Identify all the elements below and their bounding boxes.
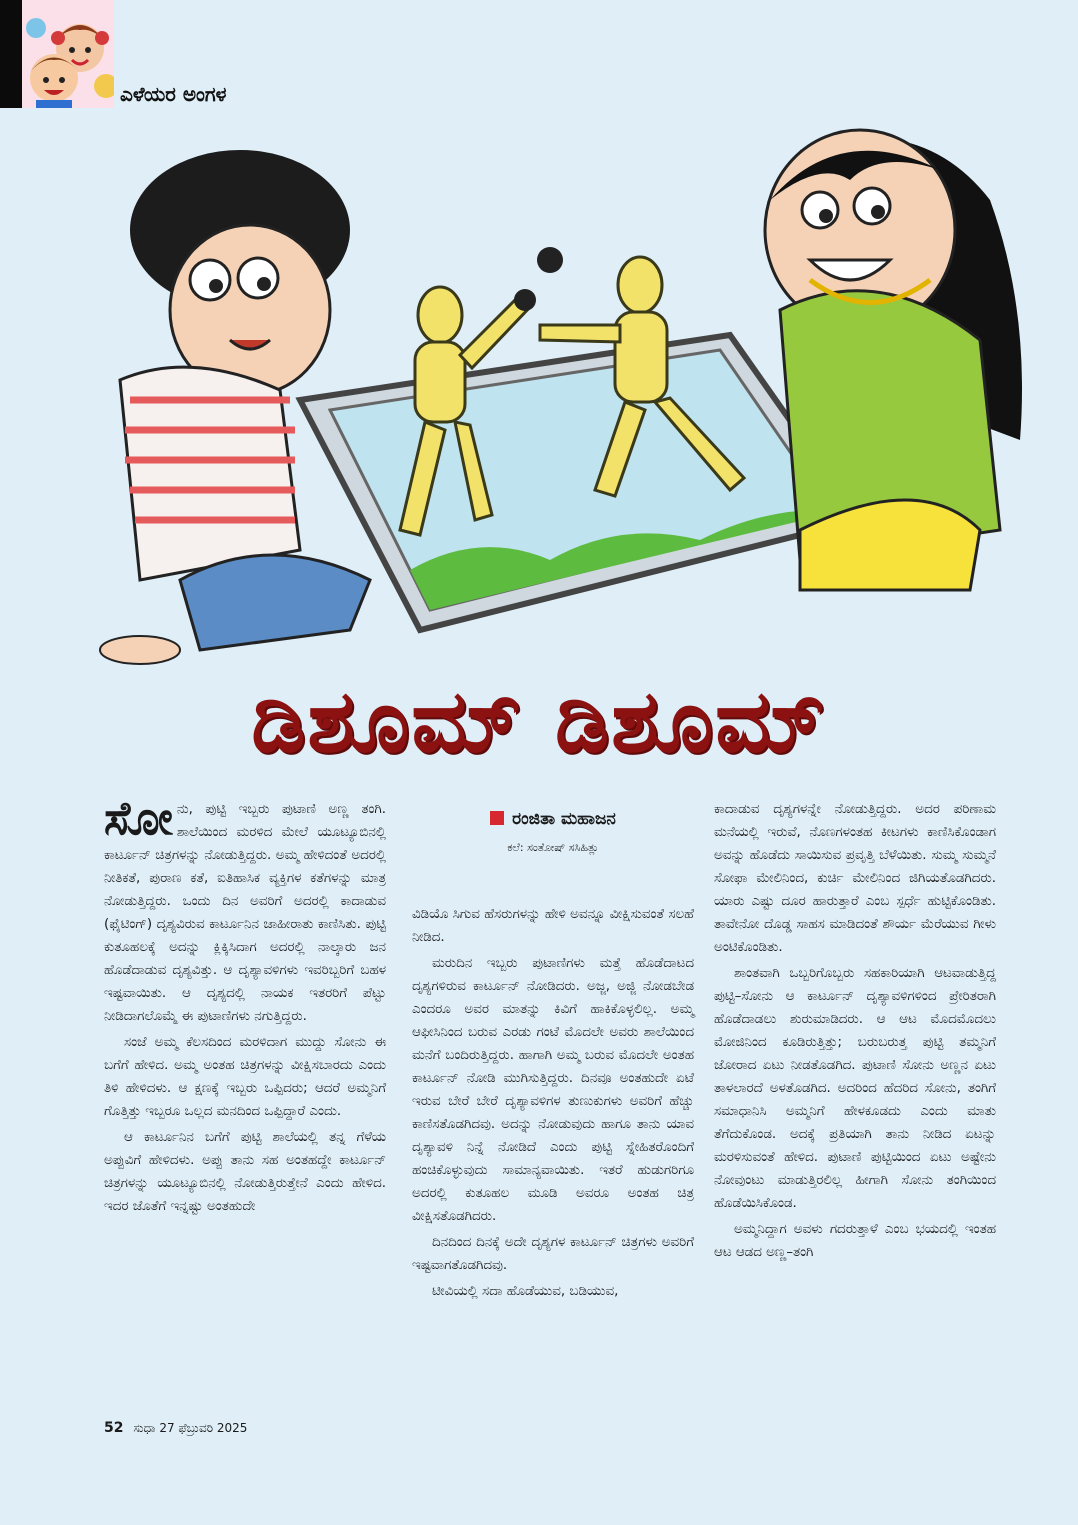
corner-bar: [0, 0, 22, 108]
article-column-1: [104, 791, 386, 1221]
kids-logo-icon: [22, 0, 114, 108]
illustration-credit: ಕಲೆ: ಸಂತೋಷ್ ಸಸಿಹಿತ್ಲು: [507, 841, 599, 854]
page-number: 52: [104, 1420, 124, 1436]
section-logo: [22, 0, 114, 108]
cartoon-illustration: [80, 110, 1040, 670]
section-title: ಎಳೆಯರ ಅಂಗಳ: [120, 82, 227, 106]
page-footer: [104, 1420, 247, 1436]
drop-cap: ಸೋ: [104, 791, 173, 845]
byline: [412, 808, 694, 832]
article-headline: ಡಿಶೂಮ್ ಡಿಶೂಮ್: [251, 672, 827, 772]
paragraph: ಅಮ್ಮನಿದ್ದಾಗ ಅವಳು ಗದರುತ್ತಾಳೆ ಎಂಬ ಭಯದಲ್ಲಿ ಇಂತಹ ಆಟ ಆಡದ ಅಣ್ಣ–ತಂಗಿ: [714, 1222, 996, 1260]
paragraph: ಶಾಂತವಾಗಿ ಒಬ್ಬರಿಗೊಬ್ಬರು ಸಹಕಾರಿಯಾಗಿ ಆಟವಾಡುತ್ತಿದ್ದ ಪುಟ್ಟಿ–ಸೋನು ಆ ಕಾರ್ಟೂನ್ ದೃಶ್ಯಾವಳಿಗಳಿಂದ ಪ್ರೇರಿತರಾಗಿ ಹೊಡೆದಾಡಲು ಶುರುಮಾಡಿದರು. ಆ ಆಟ ಮೊದಮೊದಲು ಮೋಜಿನಿಂದ ಕೂಡಿರುತ್ತಿತ್ತು; ಬರುಬರುತ್ತ ಪುಟ್ಟಿ ತಮ್ಮನಿಗೆ ಜೋರಾದ ಏಟು ನೀಡತೊಡಗಿದ. ಪುಟಾಣಿ ಸೋನು ಅಣ್ಣನ ಏಟು ತಾಳಲಾರದೆ ಅಳತೊಡಗಿದ. ಅದರಿಂದ ಹೆದರಿದ ಸೋನು, ತಂಗಿಗೆ ಸಮಾಧಾನಿಸಿ ಅಮ್ಮನಿಗೆ ಹೇಳಕೂಡದು ಎಂದು ಮಾತು ತೆಗೆದುಕೊಂಡ. ಅದಕ್ಕೆ ಪ್ರತಿಯಾಗಿ ತಾನು ನೀಡಿದ ಏಟನ್ನು ಮರಳಿಸುವಂತೆ ಹೇಳಿದ. ಪುಟಾಣಿ ಪುಟ್ಟಿಯಿಂದ ಏಟು ಅಷ್ಟೇನು ನೋವುಂಟು ಮಾಡುತ್ತಿರಲಿಲ್ಲ ಹೀಗಾಗಿ ಸೋನು ತಂಗಿಯಿಂದ ಹೊಡೆಯಿಸಿಕೊಂಡ.: [714, 966, 996, 1211]
byline-square-icon: [490, 811, 504, 825]
issue-date: 27 ಫೆಬ್ರುವರಿ 2025: [159, 1421, 248, 1435]
paragraph: ಮರುದಿನ ಇಬ್ಬರು ಪುಟಾಣಿಗಳು ಮತ್ತೆ ಹೊಡೆದಾಟದ ದೃಶ್ಯಗಳಿರುವ ಕಾರ್ಟೂನ್ ನೋಡಿದರು. ಅಜ್ಜ, ಅಜ್ಜಿ ನೋಡಬೇಡ ಎಂದರೂ ಅವರ ಮಾತನ್ನು ಕಿವಿಗೆ ಹಾಕಿಕೊಳ್ಳಲಿಲ್ಲ. ಅಮ್ಮ ಆಫೀಸಿನಿಂದ ಬರುವ ಎರಡು ಗಂಟೆ ಮೊದಲೇ ಅವರು ಶಾಲೆಯಿಂದ ಮನೆಗೆ ಬಂದಿರುತ್ತಿದ್ದರು. ಹಾಗಾಗಿ ಅಮ್ಮ ಬರುವ ಮೊದಲೇ ಅಂತಹ ಕಾರ್ಟೂನ್ ನೋಡಿ ಮುಗಿಸುತ್ತಿದ್ದರು. ದಿನವೂ ಅಂತಹುದೇ ಏಟೆ ಇರುವ ಬೇರೆ ಬೇರೆ ದೃಶ್ಯಾವಳಿಗಳ ತುಣುಕುಗಳು ಅವರಿಗೆ ಹೆಚ್ಚು ಕಾಣಿಸತೊಡಗಿದವು. ಅದನ್ನು ನೋಡುವುದು ಹಾಗೂ ತಾನು ಯಾವ ದೃಶ್ಯಾವಳಿ ನಿನ್ನೆ ನೋಡಿದೆ ಎಂದು ಪುಟ್ಟಿ ಸ್ನೇಹಿತರೊಂದಿಗೆ ಹಂಚಿಕೊಳ್ಳುವುದು ಸಾಮಾನ್ಯವಾಯಿತು. ಇತರೆ ಹುಡುಗರಿಗೂ ಅದರಲ್ಲಿ ಕುತೂಹಲ ಮೂಡಿ ಅವರೂ ಅಂತಹ ಚಿತ್ರ ವೀಕ್ಷಿಸತೊಡಗಿದರು.: [412, 956, 694, 1224]
paragraph: ಟೀವಿಯಲ್ಲಿ ಸದಾ ಹೊಡೆಯುವ, ಬಡಿಯುವ,: [432, 1284, 619, 1299]
author-name: ರಂಜಿತಾ ಮಹಾಜನ: [512, 809, 616, 829]
paragraph: ಕಾದಾಡುವ ದೃಶ್ಯಗಳನ್ನೇ ನೋಡುತ್ತಿದ್ದರು. ಅದರ ಪರಿಣಾಮ ಮನೆಯಲ್ಲಿ ಇರುವೆ, ನೊಣಗಳಂತಹ ಕೀಟಗಳು ಕಾಣಿಸಿಕೊಂಡಾಗ ಅವನ್ನು ಹೊಡೆದು ಸಾಯಿಸುವ ಪ್ರವೃತ್ತಿ ಬೆಳೆಯಿತು. ಸುಮ್ಮ ಸುಮ್ಮನೆ ಸೋಫಾ ಮೇಲಿನಿಂದ, ಕುರ್ಚಿ ಮೇಲಿನಿಂದ ಜಿಗಿಯತೊಡಗಿದರು. ಯಾರು ಎಷ್ಟು ದೂರ ಹಾರುತ್ತಾರೆ ಎಂಬ ಸ್ಪರ್ಧೆ ಹುಟ್ಟಿಕೊಂಡಿತು. ತಾವೇನೋ ದೊಡ್ಡ ಸಾಹಸ ಮಾಡಿದಂತೆ ಶೌರ್ಯ ಮೆರೆಯುವ ಗೀಳು ಅಂಟಿಕೊಂಡಿತು.: [714, 802, 996, 955]
paragraph: ಆ ಕಾರ್ಟೂನಿನ ಬಗೆಗೆ ಪುಟ್ಟಿ ಶಾಲೆಯಲ್ಲಿ ತನ್ನ ಗೆಳೆಯ ಅಪ್ಪುವಿಗೆ ಹೇಳಿದಳು. ಅಪ್ಪು ತಾನು ಸಹ ಅಂತಹದ್ದೇ ಕಾರ್ಟೂನ್ ಚಿತ್ರಗಳನ್ನು ಯೂಟ್ಯೂಬಿನಲ್ಲಿ ನೋಡುತ್ತಿರುತ್ತೇನೆ ಎಂದು ಹೇಳಿದ. ಇದರ ಜೊತೆಗೆ ಇನ್ನಷ್ಟು ಅಂತಹುದೇ: [104, 1130, 386, 1214]
magazine-name: ಸುಧಾ: [133, 1421, 156, 1435]
paragraph: ವಿಡಿಯೊ ಸಿಗುವ ಹೆಸರುಗಳನ್ನು ಹೇಳಿ ಅವನ್ನೂ ವೀಕ್ಷಿಸುವಂತೆ ಸಲಹೆ ನೀಡಿದ.: [412, 907, 694, 945]
article-column-3: [714, 798, 996, 1267]
paragraph-text: ನು, ಪುಟ್ಟಿ ಇಬ್ಬರು ಪುಟಾಣಿ ಅಣ್ಣ ತಂಗಿ. ಶಾಲೆಯಿಂದ ಮರಳಿದ ಮೇಲೆ ಯೂಟ್ಯೂಬಿನಲ್ಲಿ ಕಾರ್ಟೂನ್ ಚಿತ್ರಗಳನ್ನು ನೋಡುತ್ತಿದ್ದರು. ಅಮ್ಮ ಹೇಳಿದಂತೆ ಅದರಲ್ಲಿ ನೀತಿಕತೆ, ಪುರಾಣ ಕತೆ, ಐತಿಹಾಸಿಕ ವ್ಯಕ್ತಿಗಳ ಕತೆಗಳನ್ನು ಮಾತ್ರ ನೋಡುತ್ತಿದ್ದರು. ಒಂದು ದಿನ ಅವರಿಗೆ ಅದರಲ್ಲಿ ಕಾದಾಡುವ (ಫೈಟಿಂಗ್) ದೃಶ್ಯವಿರುವ ಕಾರ್ಟೂನಿನ ಜಾಹೀರಾತು ಕಾಣಿಸಿತು. ಪುಟ್ಟಿ ಕುತೂಹಲಕ್ಕೆ ಅದನ್ನು ಕ್ಲಿಕ್ಕಿಸಿದಾಗ ಅದರಲ್ಲಿ ನಾಲ್ಕಾರು ಜನ ಹೊಡೆದಾಡುವ ದೃಶ್ಯವಿತ್ತು. ಆ ದೃಶ್ಯಾವಳಿಗಳು ಇವರಿಬ್ಬರಿಗೆ ಬಹಳ ಇಷ್ಟವಾಯಿತು. ಆ ದೃಶ್ಯದಲ್ಲಿ ನಾಯಕ ಇತರರಿಗೆ ಪೆಟ್ಟು ನೀಡಿದಾಗಲೊಮ್ಮೆ ಈ ಪುಟಾಣಿಗಳು ನಗುತ್ತಿದ್ದರು.: [104, 802, 386, 1024]
article-column-2: [412, 798, 694, 1306]
paragraph: [104, 791, 386, 1028]
paragraph: ಸಂಜೆ ಅಮ್ಮ ಕೆಲಸದಿಂದ ಮರಳಿದಾಗ ಮುದ್ದು ಸೋನು ಈ ಬಗೆಗೆ ಹೇಳಿದ. ಅಮ್ಮ ಅಂತಹ ಚಿತ್ರಗಳನ್ನು ವೀಕ್ಷಿಸಬಾರದು ಎಂದು ತಿಳಿ ಹೇಳಿದಳು. ಆ ಕ್ಷಣಕ್ಕೆ ಇಬ್ಬರು ಒಪ್ಪಿದರು; ಆದರೆ ಅಮ್ಮನಿಗೆ ಗೊತ್ತಿತ್ತು ಇಬ್ಬರೂ ಒಲ್ಲದ ಮನದಿಂದ ಒಪ್ಪಿದ್ದಾರೆ ಎಂದು.: [104, 1035, 386, 1119]
paragraph: ದಿನದಿಂದ ದಿನಕ್ಕೆ ಅದೇ ದೃಶ್ಯಗಳ ಕಾರ್ಟೂನ್ ಚಿತ್ರಗಳು ಅವರಿಗೆ ಇಷ್ಟವಾಗತೊಡಗಿದವು.: [412, 1235, 694, 1273]
